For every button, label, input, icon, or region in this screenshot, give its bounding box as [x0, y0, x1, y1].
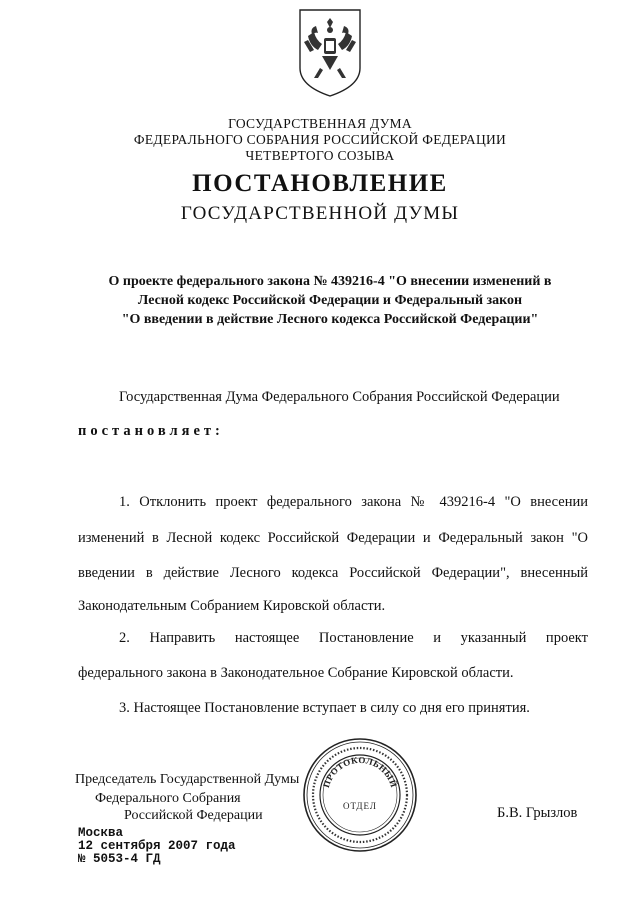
double-headed-eagle-emblem-icon: [294, 6, 366, 98]
header-line-2: ФЕДЕРАЛЬНОГО СОБРАНИЯ РОССИЙСКОЙ ФЕДЕРАЦИИ: [133, 132, 507, 147]
document-subtitle: ГОСУДАРСТВЕННОЙ ДУМЫ: [180, 203, 460, 224]
header-line-3: ЧЕТВЕРТОГО СОЗЫВА: [245, 148, 395, 163]
svg-text:ПРОТОКОЛЬНЫЙ: [321, 755, 399, 789]
header-line-1: ГОСУДАРСТВЕННАЯ ДУМА: [228, 116, 412, 131]
footer-city: Москва: [78, 826, 124, 840]
subject-line-1: О проекте федерального закона № 439216-4 "О внесении изменений в: [108, 274, 552, 289]
subject-line-2: Лесной кодекс Российской Федерации и Федеральный закон: [137, 293, 523, 308]
signer-name: Б.В. Грызлов: [497, 805, 578, 821]
intro-paragraph: Государственная Дума Федерального Собрания Российской Федерации: [119, 389, 560, 405]
document-title: ПОСТАНОВЛЕНИЕ: [192, 170, 448, 197]
signature-title-line-1: Председатель Государственной Думы: [75, 772, 300, 787]
paragraph-2-line-2: федерального закона в Законодательное Собрание Кировской области.: [78, 665, 514, 681]
subject-line-3: "О введении в действие Лесного кодекса Российской Федерации": [121, 312, 539, 327]
stamp-arc-text: ПРОТОКОЛЬНЫЙ: [320, 754, 400, 789]
signature-title-line-3: Российской Федерации: [124, 808, 263, 823]
document-subject: [60, 272, 600, 329]
paragraph-1-line-4: Законодательным Собранием Кировской области.: [78, 598, 386, 614]
decree-word: постановляет:: [78, 423, 224, 439]
paragraph-2-line-1: 2. Направить настоящее Постановление и указанный проект: [119, 630, 588, 646]
signature-title-line-2: Федерального Собрания: [95, 791, 241, 806]
stamp-center-text: ОТДЕЛ: [342, 801, 378, 811]
footer-number: № 5053-4 ГД: [78, 852, 161, 866]
footer-date: 12 сентября 2007 года: [78, 839, 236, 853]
paragraph-1-line-3: введении в действие Лесного кодекса Российской Федерации", внесенный: [78, 565, 588, 581]
round-seal-stamp-icon: [300, 735, 420, 855]
paragraph-1-line-1: 1. Отклонить проект федерального закона № 439216-4 "О внесении: [119, 494, 588, 510]
paragraph-1-line-2: изменений в Лесной кодекс Российской Федерации и Федеральный закон "О: [78, 530, 588, 546]
paragraph-3-line-1: 3. Настоящее Постановление вступает в силу со дня его принятия.: [119, 700, 530, 716]
